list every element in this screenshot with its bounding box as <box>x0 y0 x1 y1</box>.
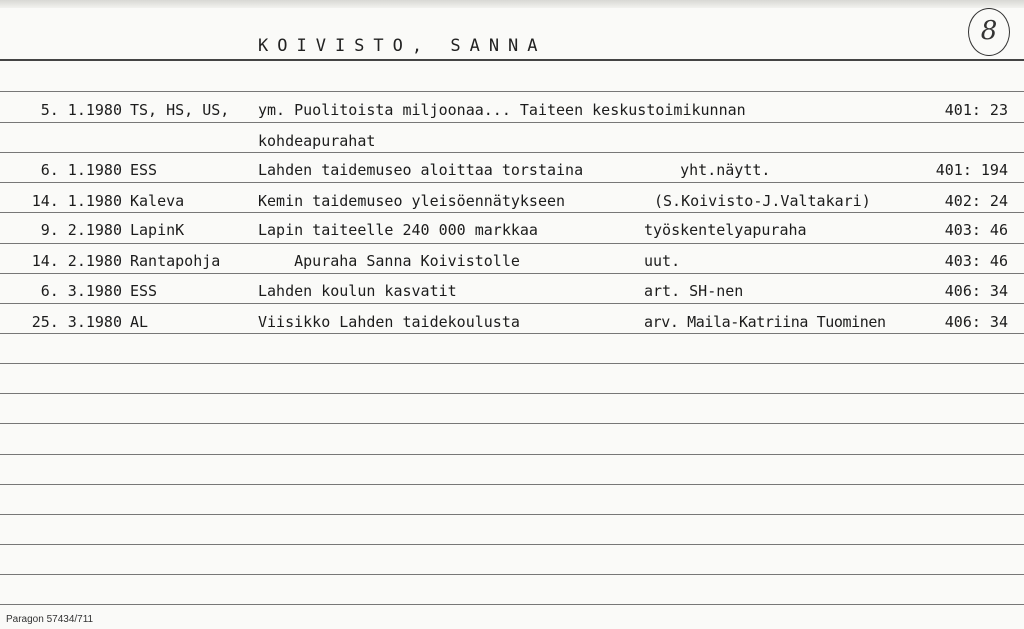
entry-ref: 403: 46 <box>944 252 1008 270</box>
entry-source: Rantapohja <box>130 252 221 270</box>
card-entry <box>0 158 1024 182</box>
rule-line <box>0 182 1024 183</box>
rule-line <box>0 574 1024 575</box>
entry-date: 6. 1.1980 <box>40 161 122 179</box>
page-number: 8 <box>968 8 1010 56</box>
rule-line <box>0 484 1024 485</box>
entry-date: 9. 2.1980 <box>40 221 122 239</box>
entry-type: uut. <box>644 252 681 270</box>
rule-line <box>0 122 1024 123</box>
entry-source: ESS <box>130 282 158 300</box>
entry-source: TS, HS, US, <box>130 101 230 119</box>
entry-ref: 402: 24 <box>944 192 1008 210</box>
card-title: KOIVISTO, SANNA <box>258 36 547 56</box>
entry-type: (S.Koivisto-J.Valtakari) <box>654 192 871 210</box>
entry-date: 14. 1.1980 <box>31 192 122 210</box>
entry-source: ESS <box>130 161 158 179</box>
entry-ref: 406: 34 <box>944 313 1008 331</box>
entry-type: yht.näytt. <box>644 161 771 179</box>
header-rule <box>0 59 1024 61</box>
entry-ref: 401: 194 <box>935 161 1008 179</box>
card-footer-imprint: Paragon 57434/711 <box>6 614 94 625</box>
entry-date: 6. 3.1980 <box>40 282 122 300</box>
entry-title: Kemin taidemuseo yleisöennätykseen <box>258 192 566 210</box>
rule-line <box>0 514 1024 515</box>
card-entry <box>0 189 1024 213</box>
entry-title: ym. Puolitoista miljoonaa... Taiteen keskustoimikunnan <box>258 101 746 119</box>
rule-line <box>0 423 1024 424</box>
entry-title: Apuraha Sanna Koivistolle <box>258 252 520 270</box>
entry-ref: 406: 34 <box>944 282 1008 300</box>
entry-title: Lapin taiteelle 240 000 markkaa <box>258 221 538 239</box>
rule-line <box>0 454 1024 455</box>
entry-date: 25. 3.1980 <box>31 313 122 331</box>
entry-title: kohdeapurahat <box>258 132 376 150</box>
entry-date: 5. 1.1980 <box>40 101 122 119</box>
entry-ref: 401: 23 <box>944 101 1008 119</box>
rule-line <box>0 604 1024 605</box>
rule-line <box>0 243 1024 244</box>
card-entry <box>0 249 1024 273</box>
entry-type: työskentelyapuraha <box>644 221 807 239</box>
card-entry <box>0 310 1024 334</box>
entry-source: LapinK <box>130 221 185 239</box>
entry-source: AL <box>130 313 149 331</box>
card-entry-continuation <box>0 129 1024 153</box>
entry-type: arv. Maila-Katriina Tuominen <box>644 313 886 331</box>
entry-ref: 403: 46 <box>944 221 1008 239</box>
entry-date: 14. 2.1980 <box>31 252 122 270</box>
card-entry <box>0 279 1024 303</box>
entry-source: Kaleva <box>130 192 185 210</box>
rule-line <box>0 363 1024 364</box>
rule-line <box>0 273 1024 274</box>
entry-type: art. SH-nen <box>644 282 744 300</box>
entry-title: Lahden koulun kasvatit <box>258 282 457 300</box>
rule-line <box>0 91 1024 92</box>
entry-title: Lahden taidemuseo aloittaa torstaina <box>258 161 584 179</box>
rule-line <box>0 393 1024 394</box>
card-entry <box>0 218 1024 242</box>
rule-line <box>0 303 1024 304</box>
card-top-edge <box>0 0 1024 8</box>
card-entry <box>0 98 1024 122</box>
entry-title: Viisikko Lahden taidekoulusta <box>258 313 520 331</box>
rule-line <box>0 544 1024 545</box>
